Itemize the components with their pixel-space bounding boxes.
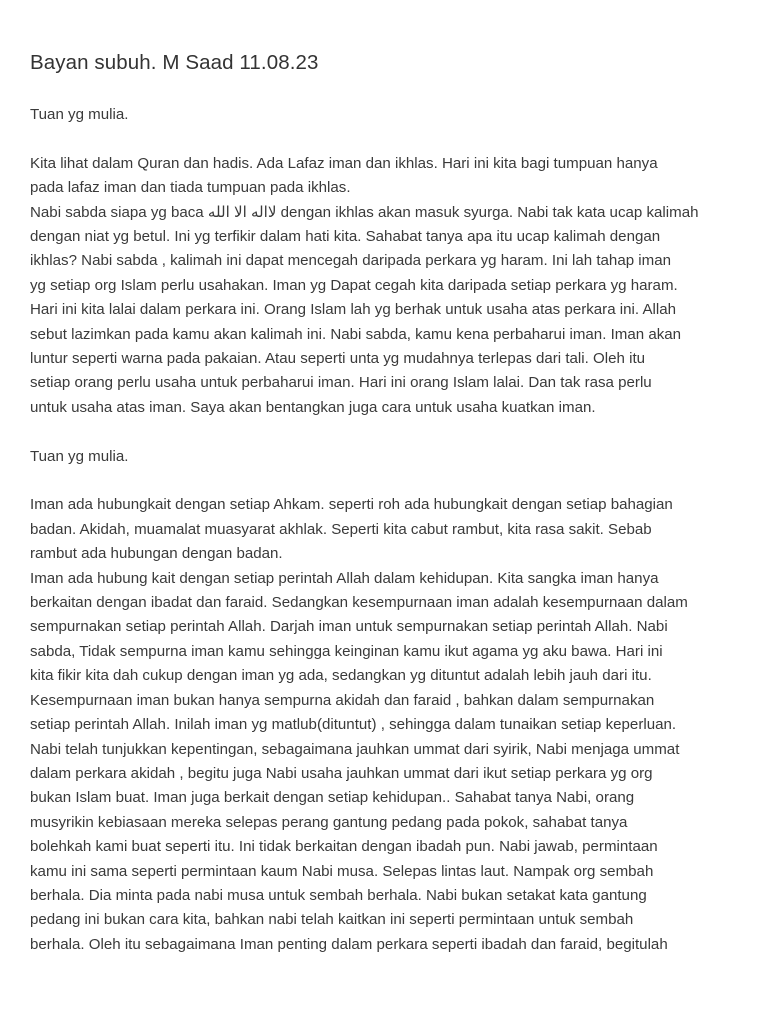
document-body (30, 103, 742, 957)
paragraph-spacer (30, 469, 742, 493)
text-line: bukan Islam buat. Iman juga berkait dengan setiap kehidupan.. Sahabat tanya Nabi, orang (30, 789, 635, 807)
text-line: Nabi telah tunjukkan kepentingan, sebagaimana jauhkan ummat dari syirik, Nabi menjaga ummat (30, 740, 680, 758)
text-line: kamu ini sama seperti permintaan kaum Nabi musa. Selepas lintas laut. Nampak org sembah (30, 862, 654, 880)
text-line: Tuan yg mulia. (30, 106, 129, 123)
text-line: Kesempurnaan iman bukan hanya sempurna akidah dan faraid , bahkan dalam sempurnakan (30, 691, 655, 709)
text-line: Tuan yg mulia. (30, 447, 129, 465)
paragraph-spacer (30, 127, 742, 151)
text-line: dengan niat yg betul. Ini yg terfikir dalam hati kita. Sahabat tanya apa itu ucap kalimah dengan (30, 228, 661, 246)
text-line: berhala. Dia minta pada nabi musa untuk sembah berhala. Nabi bukan setakat kata gantung (30, 886, 647, 904)
text-line: berkaitan dengan ibadat dan faraid. Sedangkan kesempurnaan iman adalah kesempurnaan dalam (30, 594, 688, 612)
text-line: sebut lazimkan pada kamu akan kalimah ini. Nabi sabda, kamu kena perbaharui iman. Iman akan (30, 325, 682, 343)
document-page (30, 48, 742, 957)
text-line: badan. Akidah, muamalat muasyarat akhlak. Seperti kita cabut rambut, kita rasa sakit. Sebab (30, 520, 652, 538)
text-line: setiap orang perlu usaha untuk perbaharui iman. Hari ini orang Islam lalai. Dan tak rasa perlu (30, 374, 652, 392)
text-line: kita fikir kita dah cukup dengan iman yg ada, sedangkan yg dituntut adalah lebih jauh dari itu. (30, 667, 652, 685)
text-line: Iman ada hubung kait dengan setiap perintah Allah dalam kehidupan. Kita sangka iman hanya (30, 569, 659, 587)
text-line: berhala. Oleh itu sebagaimana Iman penting dalam perkara seperti ibadah dan faraid, begitulah (30, 935, 668, 953)
text-line: Kita lihat dalam Quran dan hadis. Ada Lafaz iman dan ikhlas. Hari ini kita bagi tumpuan hanya (30, 154, 658, 172)
paragraph (30, 493, 742, 566)
paragraph-spacer (30, 420, 742, 444)
text-line: untuk usaha atas iman. Saya akan bentangkan juga cara untuk usaha kuatkan iman. (30, 398, 596, 416)
text-line: ikhlas? Nabi sabda , kalimah ini dapat mencegah daripada perkara yg haram. Ini lah tahap iman (30, 252, 672, 270)
paragraph (30, 201, 742, 421)
text-line: rambut ada hubungan dengan badan. (30, 545, 283, 563)
text-line: pada lafaz iman dan tiada tumpuan pada ikhlas. (30, 179, 351, 197)
text-line: dalam perkara akidah , begitu juga Nabi usaha jauhkan ummat dari ikut setiap perkara yg org (30, 764, 653, 782)
text-line: sempurnakan setiap perintah Allah. Darjah iman untuk sempurnakan setiap perintah Allah. Nabi (30, 618, 668, 636)
paragraph-salutation (30, 445, 742, 469)
text-line: Hari ini kita lalai dalam perkara ini. Orang Islam lah yg berhak untuk usaha atas perkara ini. Allah (30, 301, 677, 319)
text-line: musyrikin kebiasaan mereka selepas perang gantung pedang pada pokok, sahabat tanya (30, 813, 628, 831)
paragraph (30, 567, 742, 958)
text-line: sabda, Tidak sempurna iman kamu sehingga keinginan kamu ikut agama yg aku bawa. Hari ini (30, 642, 663, 660)
text-line: setiap perintah Allah. Inilah iman yg matlub(dituntut) , sehingga dalam tunaikan setiap keperluan. (30, 716, 677, 734)
text-line: luntur seperti warna pada pakaian. Atau seperti unta yg mudahnya terlepas dari tali. Oleh itu (30, 350, 646, 368)
text-line: Iman ada hubungkait dengan setiap Ahkam. seperti roh ada hubungkait dengan setiap bahagian (30, 496, 673, 514)
paragraph (30, 152, 742, 201)
document-title: Bayan subuh. M Saad 11.08.23 (30, 51, 319, 74)
paragraph-salutation (30, 103, 742, 127)
text-line: Nabi sabda siapa yg baca لااله الا الله dengan ikhlas akan masuk syurga. Nabi tak kata ucap kalimah (30, 203, 699, 221)
text-line: pedang ini bukan cara kita, bahkan nabi telah kaitkan ini seperti permintaan untuk sembah (30, 911, 634, 929)
text-line: yg setiap org Islam perlu usahakan. Iman yg Dapat cegah kita daripada setiap perkara yg haram. (30, 276, 678, 294)
text-line: bolehkah kami buat seperti itu. Ini tidak berkaitan dengan ibadah pun. Nabi jawab, permintaan (30, 838, 658, 856)
